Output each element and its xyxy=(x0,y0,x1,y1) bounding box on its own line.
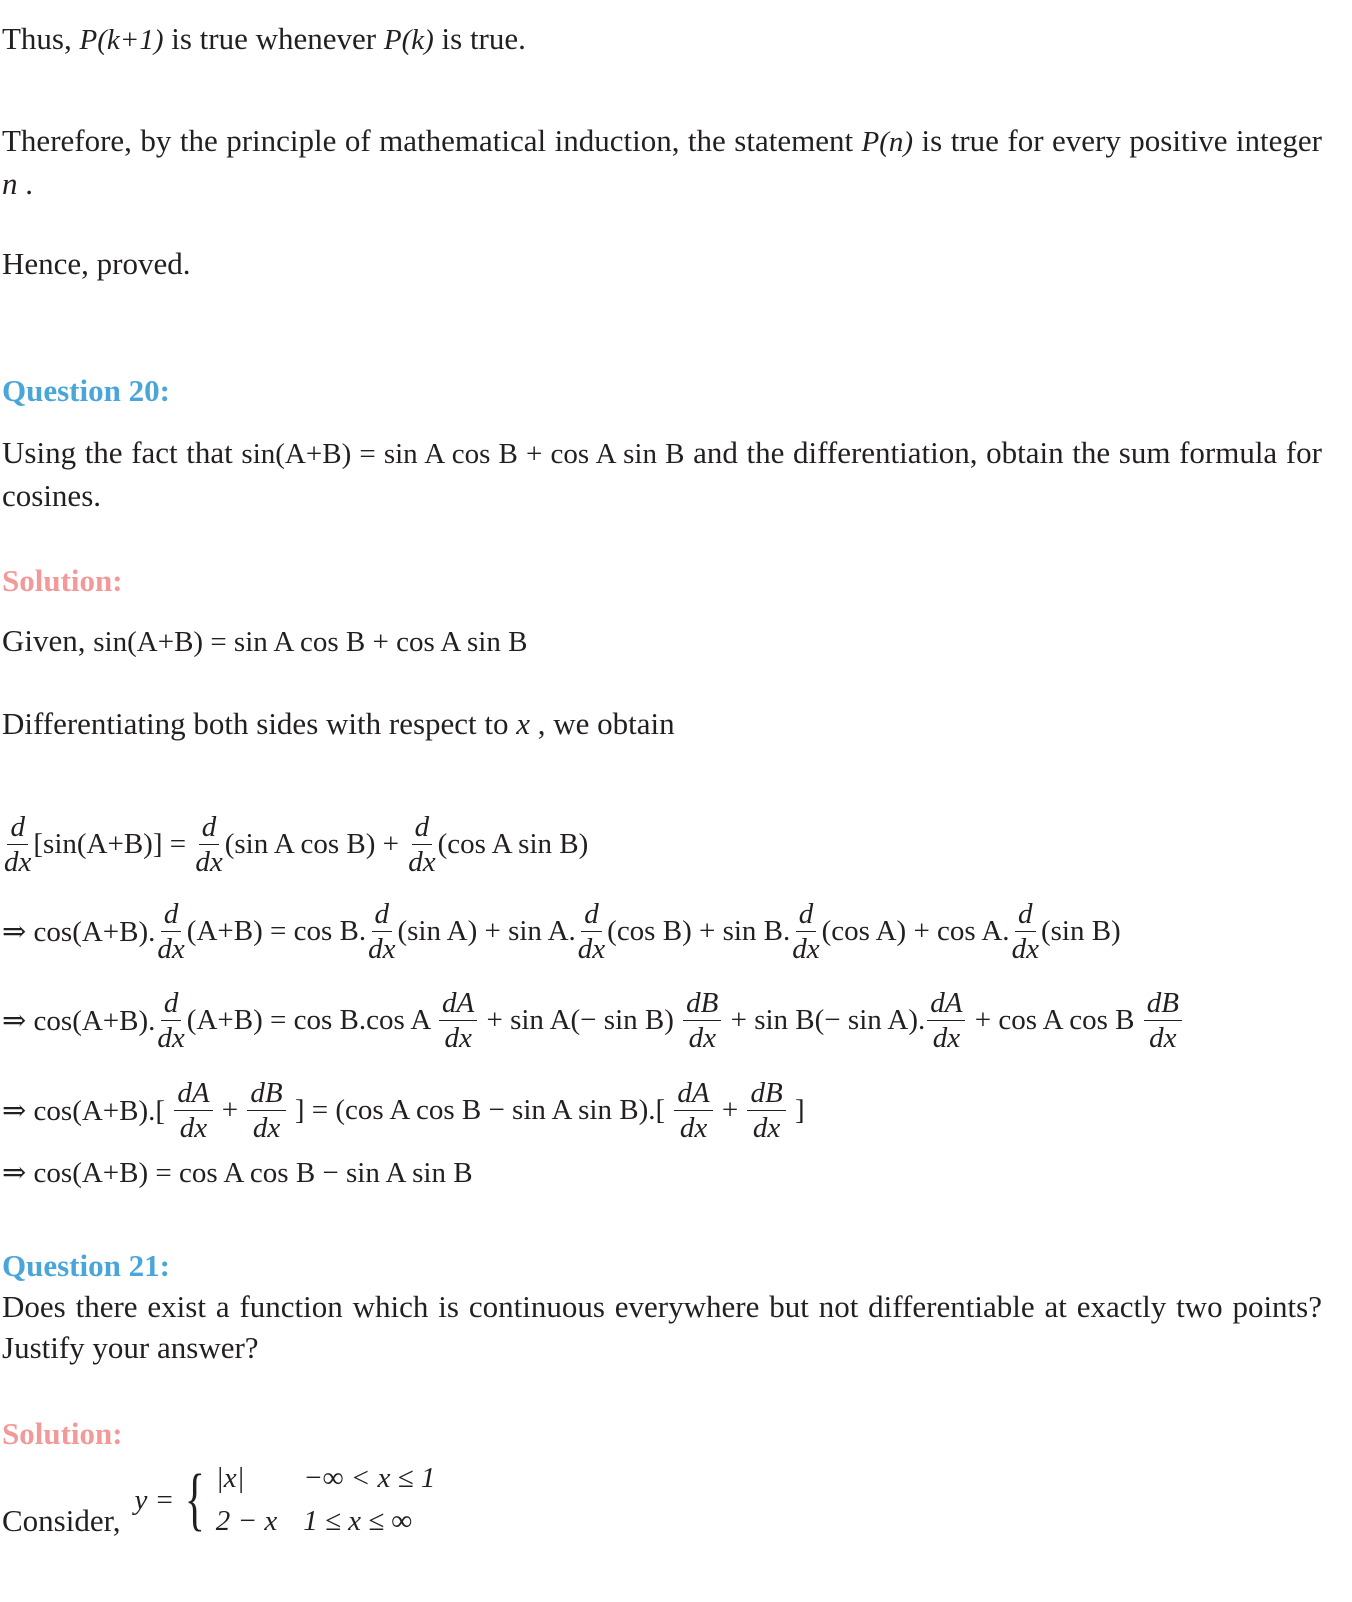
text: . xyxy=(17,166,33,201)
equation-line xyxy=(2,810,588,879)
equation-line xyxy=(2,897,1121,966)
denominator: dx xyxy=(444,1022,472,1054)
fraction xyxy=(247,1076,285,1145)
denominator: dx xyxy=(368,933,396,965)
fraction xyxy=(792,897,819,966)
equation-line xyxy=(2,1155,473,1190)
fraction xyxy=(439,986,477,1055)
text: Consider, xyxy=(2,1503,121,1538)
denominator: dx xyxy=(1011,933,1039,965)
text: is true. xyxy=(433,21,526,56)
numerator: d xyxy=(372,897,393,932)
solution-21-heading: Solution: xyxy=(2,1416,123,1451)
equation-text: [sin(A+B)] = xyxy=(33,828,194,860)
equation-text: + sin A(− sin B) xyxy=(479,1004,682,1036)
equation-text: (cos A sin B) xyxy=(437,828,589,860)
fraction xyxy=(683,986,721,1055)
denominator: dx xyxy=(408,846,436,878)
piecewise-definition xyxy=(2,1462,435,1538)
question-20-text xyxy=(2,432,1322,516)
numerator: d xyxy=(796,897,817,932)
math-inline: P(k) xyxy=(383,24,434,56)
equation-text: + xyxy=(714,1094,746,1126)
text: is true whenever xyxy=(163,21,384,56)
denominator: dx xyxy=(577,933,606,965)
equation-text: (sin A cos B) + xyxy=(224,828,407,860)
text: and the differentiation, obtain the sum formula for cosines. xyxy=(2,435,1322,513)
equation-text: + cos A cos B xyxy=(967,1004,1142,1036)
numerator: dB xyxy=(683,986,721,1021)
equation-text: + xyxy=(214,1094,246,1126)
fraction xyxy=(195,810,222,879)
question-20-heading: Question 20: xyxy=(2,373,170,408)
numerator: dA xyxy=(174,1076,212,1111)
text: , we obtain xyxy=(530,706,675,741)
denominator: dx xyxy=(792,933,820,965)
case-expr: 2 − x xyxy=(215,1505,278,1537)
denominator: dx xyxy=(252,1112,281,1144)
math-lhs: y = xyxy=(134,1483,175,1516)
denominator: dx xyxy=(752,1112,781,1144)
piecewise-function xyxy=(134,1462,435,1538)
fraction xyxy=(1144,986,1182,1055)
question-21-heading: Question 21: xyxy=(2,1248,170,1283)
fraction xyxy=(368,897,395,966)
equation-text: ⇒ cos(A+B).[ xyxy=(2,1095,173,1127)
text: is true for every positive integer xyxy=(913,123,1322,158)
fraction xyxy=(4,810,31,879)
question-21-text: Does there exist a function which is continuous everywhere but not differentiable at exactly two points? Justify your answer? xyxy=(2,1289,1322,1365)
fraction xyxy=(157,897,184,966)
math-inline: P(n) xyxy=(861,126,914,158)
numerator: dA xyxy=(439,986,477,1021)
equation-text: + sin B(− sin A). xyxy=(723,1004,926,1036)
math-inline: P(k+1) xyxy=(79,24,164,56)
case-expr: |x| xyxy=(215,1462,245,1494)
case-condition: 1 ≤ x ≤ ∞ xyxy=(303,1505,413,1537)
paragraph-proved: Hence, proved. xyxy=(2,246,191,281)
numerator: dB xyxy=(1144,986,1182,1021)
fraction xyxy=(927,986,965,1055)
fraction xyxy=(157,986,184,1055)
paragraph-induction-step xyxy=(2,18,1322,61)
denominator: dx xyxy=(679,1112,708,1144)
cases xyxy=(216,1462,436,1538)
case-condition: −∞ < x ≤ 1 xyxy=(303,1462,436,1494)
text: Thus, xyxy=(2,21,80,56)
text: Using the fact that xyxy=(2,435,242,470)
fraction xyxy=(408,810,435,879)
solution-20-heading: Solution: xyxy=(2,563,123,598)
numerator: d xyxy=(1015,897,1036,932)
numerator: d xyxy=(161,986,182,1021)
equation-line xyxy=(2,1076,805,1145)
numerator: d xyxy=(581,897,602,932)
paragraph-conclusion xyxy=(2,120,1322,204)
numerator: dB xyxy=(247,1076,285,1111)
fraction xyxy=(674,1076,712,1145)
text: Given, xyxy=(2,623,94,658)
denominator: dx xyxy=(4,846,32,878)
denominator: dx xyxy=(932,1022,961,1054)
denominator: dx xyxy=(157,1022,185,1054)
numerator: d xyxy=(199,810,220,845)
equation-text: (sin B) xyxy=(1040,915,1121,947)
equation-text: ] = (cos A cos B − sin A sin B).[ xyxy=(287,1094,673,1126)
numerator: dA xyxy=(674,1076,712,1111)
fraction xyxy=(578,897,605,966)
text: Differentiating both sides with respect to xyxy=(2,706,517,741)
numerator: d xyxy=(161,897,182,932)
text: Therefore, by the principle of mathematical induction, the statement xyxy=(2,123,862,158)
equation-line xyxy=(2,986,1184,1055)
math-inline: sin(A+B) = sin A cos B + cos A sin B xyxy=(241,438,685,470)
numerator: d xyxy=(7,810,28,845)
numerator: d xyxy=(412,810,433,845)
denominator: dx xyxy=(688,1022,716,1054)
numerator: dB xyxy=(747,1076,785,1111)
math-inline: x xyxy=(516,706,531,741)
equation-text: ] xyxy=(787,1094,805,1126)
denominator: dx xyxy=(1149,1022,1177,1054)
numerator: dA xyxy=(927,986,965,1021)
equation-text: (cos B) + sin B. xyxy=(607,915,791,947)
equation-text: (sin A) + sin A. xyxy=(397,915,576,947)
fraction xyxy=(1012,897,1039,966)
denominator: dx xyxy=(157,933,185,965)
fraction xyxy=(174,1076,212,1145)
denominator: dx xyxy=(195,846,223,878)
equation-text: ⇒ cos(A+B). xyxy=(2,916,156,948)
math-inline: sin(A+B) = sin A cos B + cos A sin B xyxy=(93,626,528,658)
fraction xyxy=(747,1076,785,1145)
brace-symbol: { xyxy=(184,1461,206,1538)
equation-text: (cos A) + cos A. xyxy=(821,915,1010,947)
math-inline: n xyxy=(2,166,18,201)
equation-text: (A+B) = cos B.cos A xyxy=(186,1004,438,1036)
equation-text: (A+B) = cos B. xyxy=(186,915,367,947)
denominator: dx xyxy=(179,1112,208,1144)
solution-differentiating xyxy=(2,703,1322,744)
solution-given xyxy=(2,620,1322,663)
equation-text: ⇒ cos(A+B). xyxy=(2,1005,156,1037)
equation-text: ⇒ cos(A+B) = cos A cos B − sin A sin B xyxy=(2,1157,473,1189)
